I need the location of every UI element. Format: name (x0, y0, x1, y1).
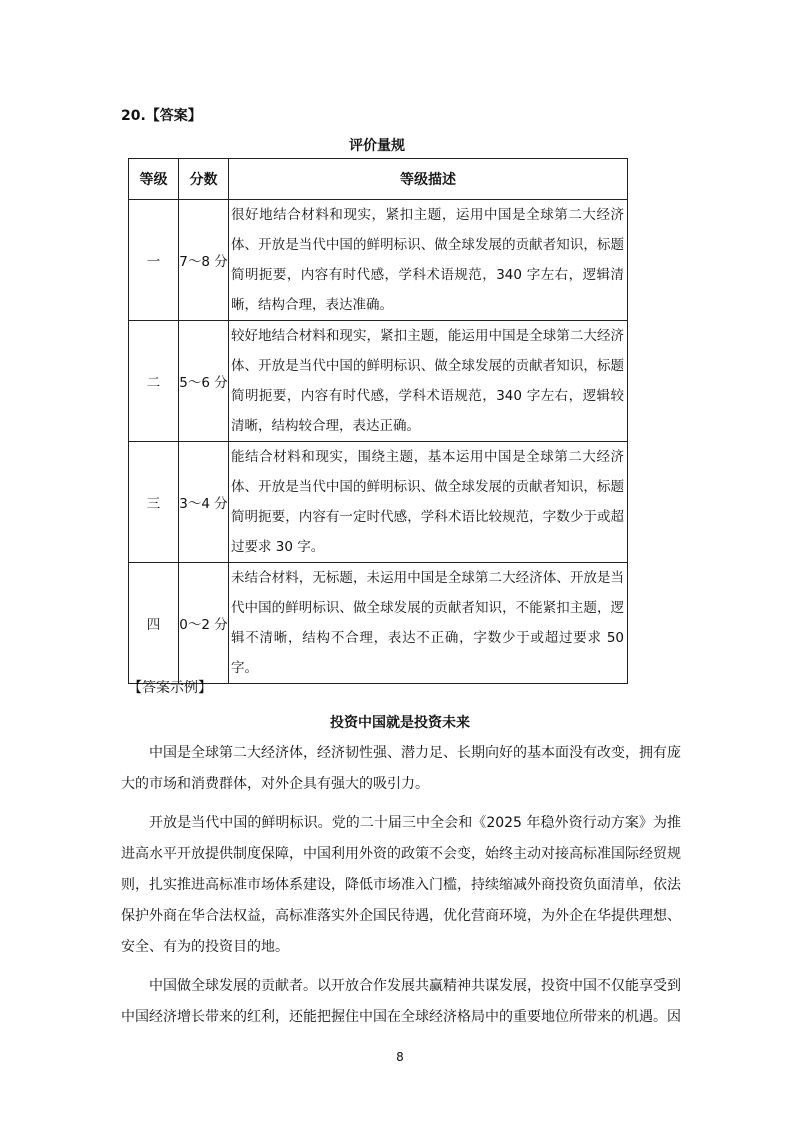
row-description: 未结合材料，无标题，未运用中国是全球第二大经济体、开放是当代中国的鲜明标识、做全球发展的贡献者知识，不能紧扣主题，逻辑不清晰，结构不合理，表达不正确，字数少于或超过要求 50 字。 (229, 563, 628, 684)
essay-title: 投资中国就是投资未来 (330, 715, 470, 731)
row-description: 很好地结合材料和现实，紧扣主题，运用中国是全球第二大经济体、开放是当代中国的鲜明标识、做全球发展的贡献者知识，标题简明扼要，内容有时代感，学科术语规范，340 字左右，逻辑清晰，结构合理，表达准确。 (229, 200, 628, 321)
row-level: 三 (129, 442, 179, 563)
row-level: 一 (129, 200, 179, 321)
row-description: 能结合材料和现实，围绕主题，基本运用中国是全球第二大经济体、开放是当代中国的鲜明标识、做全球发展的贡献者知识，标题简明扼要，内容有一定时代感，学科术语比较规范，字数少于或超过要求 30 字。 (229, 442, 628, 563)
essay-paragraph: 中国是全球第二大经济体，经济韧性强、潜力足、长期向好的基本面没有改变，拥有庞大的市场和消费群体，对外企具有强大的吸引力。 (121, 745, 681, 792)
essay-paragraph: 中国做全球发展的贡献者。以开放合作发展共赢精神共谋发展，投资中国不仅能享受到中国经济增长带来的红利，还能把握住中国在全球经济格局中的重要地位所带来的机遇。因 (121, 978, 681, 1025)
rubric-table (128, 158, 628, 684)
table-row (129, 200, 628, 321)
table-title: 评价量规 (349, 138, 405, 154)
table-row (129, 563, 628, 684)
question-label: 20.【答案】 (121, 108, 202, 124)
table-row (129, 321, 628, 442)
row-score: 5～6 分 (179, 321, 229, 442)
row-score: 3～4 分 (179, 442, 229, 563)
row-level: 四 (129, 563, 179, 684)
header-description: 等级描述 (229, 159, 628, 200)
essay-paragraph: 开放是当代中国的鲜明标识。党的二十届三中全会和《2025 年稳外资行动方案》为推进高水平开放提供制度保障，中国利用外资的政策不会变，始终主动对接高标准国际经贸规则，扎实推进高标准市场体系建设，降低市场准入门槛，持续缩减外商投资负面清单，依法保护外商在华合法权益，高标准落实外企国民待遇，优化营商环境，为外企在华提供理想、安全、有为的投资目的地。 (121, 815, 681, 955)
row-score: 0～2 分 (179, 563, 229, 684)
row-description: 较好地结合材料和现实，紧扣主题，能运用中国是全球第二大经济体、开放是当代中国的鲜明标识、做全球发展的贡献者知识，标题简明扼要，内容有时代感，学科术语规范，340 字左右，逻辑较清晰，结构较合理，表达正确。 (229, 321, 628, 442)
row-level: 二 (129, 321, 179, 442)
header-level: 等级 (129, 159, 179, 200)
table-header-row (129, 159, 628, 200)
header-score: 分数 (179, 159, 229, 200)
answer-example-label: 【答案示例】 (128, 680, 212, 696)
table-row (129, 442, 628, 563)
row-score: 7～8 分 (179, 200, 229, 321)
essay-body (121, 738, 681, 1041)
page-number: 8 (396, 1050, 404, 1064)
